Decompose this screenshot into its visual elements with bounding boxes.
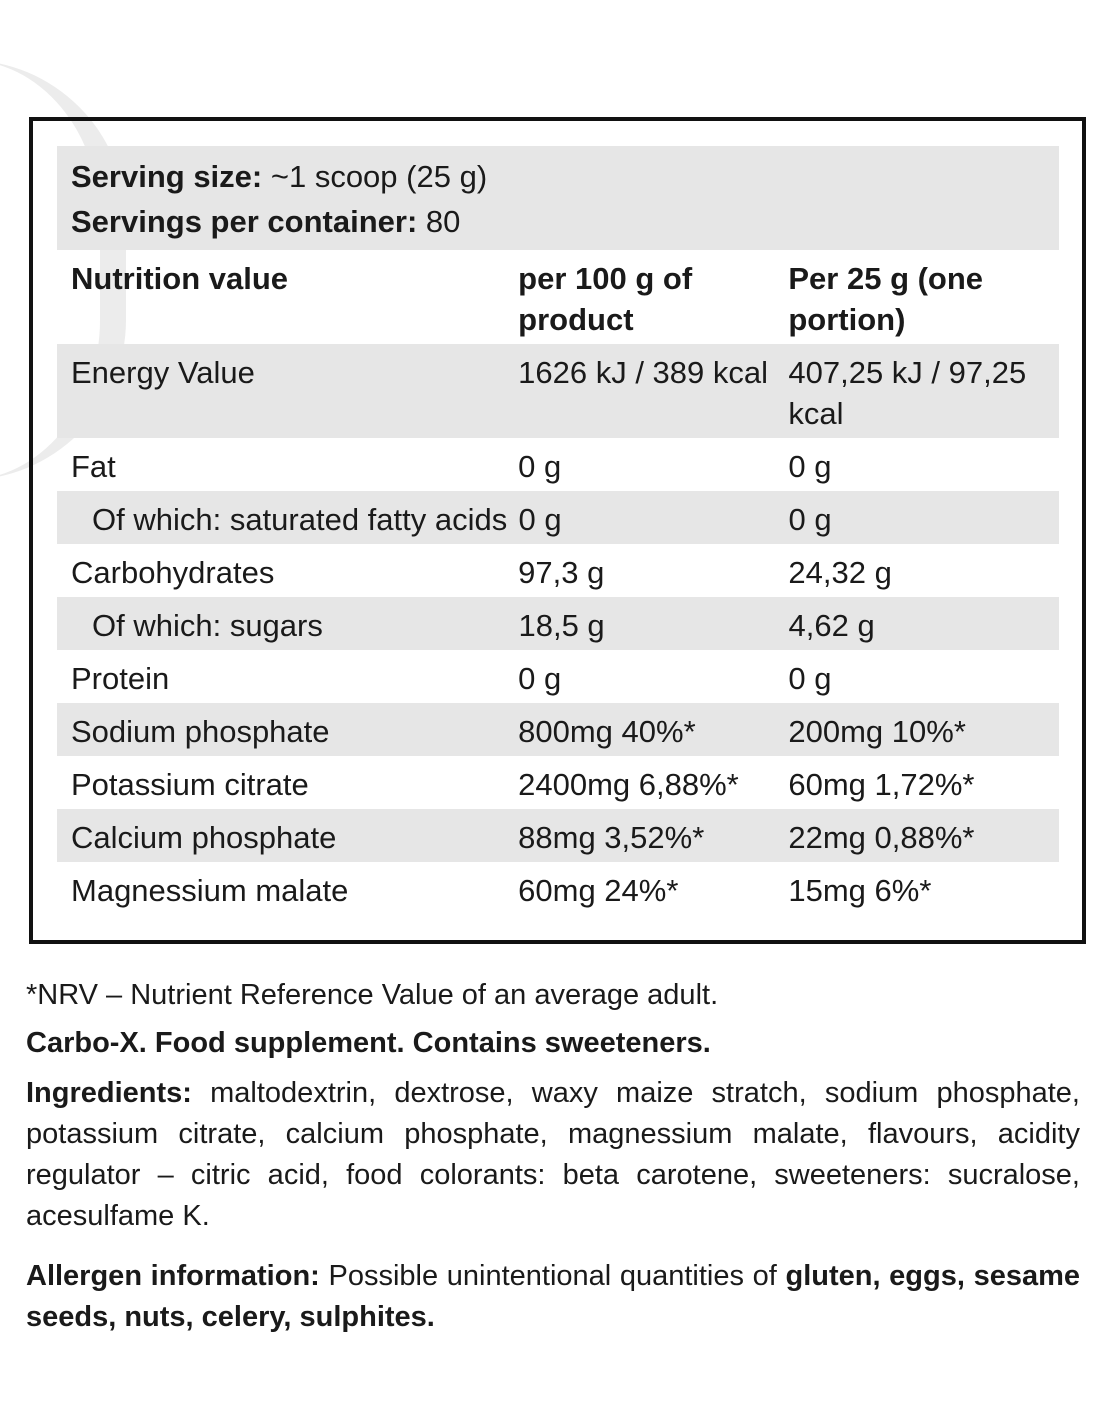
serving-info — [57, 146, 1059, 250]
allergen-paragraph — [26, 1256, 1080, 1338]
table-row: Carbohydrates 97,3 g 24,32 g — [71, 555, 892, 590]
table-row: Potassium citrate 2400mg 6,88%* 60mg 1,72%* — [71, 767, 975, 802]
header-nutrition-value: Nutrition value — [71, 261, 289, 296]
table-row: Calcium phosphate 88mg 3,52%* 22mg 0,88%* — [57, 809, 1059, 862]
table-row: Energy Value 1626 kJ / 389 kcal 407,25 kJ / 97,25 kcal — [57, 344, 1059, 438]
nrv-note: *NRV – Nutrient Reference Value of an average adult. — [26, 979, 719, 1011]
nutrition-facts-panel — [29, 117, 1086, 944]
table-row: Of which: saturated fatty acids 0 g 0 g — [57, 491, 1059, 544]
nutrition-table — [57, 146, 1059, 915]
allergen-label: Allergen information: — [26, 1260, 320, 1292]
serving-size-line: Serving size: ~1 scoop (25 g) — [71, 159, 488, 194]
allergen-text: Possible unintentional quantities of — [319, 1260, 786, 1292]
allergen-list: gluten, eggs, sesame seeds, nuts, celery, sulphites. — [26, 1260, 1080, 1333]
table-row: Magnessium malate 60mg 24%* 15mg 6%* — [71, 873, 932, 908]
table-row: Fat 0 g 0 g — [71, 449, 832, 484]
header-per-100g: per 100 g of product — [518, 261, 693, 337]
ingredients-text: maltodextrin, dextrose, waxy maize stratch, sodium phosphate, potassium citrate, calcium phosphate, magnessium malate, flavours, acidity regulator – citric acid, food colorants: beta carotene, sweeteners: sucralose, acesulfame K. — [26, 1077, 1080, 1232]
header-per-portion: Per 25 g (one portion) — [788, 261, 984, 337]
servings-per-container-line: Servings per container: 80 — [71, 204, 461, 239]
ingredients-label: Ingredients: — [26, 1077, 192, 1109]
product-line: Carbo-X. Food supplement. Contains sweeteners. — [26, 1027, 711, 1059]
table-row: Of which: sugars 18,5 g 4,62 g — [57, 597, 1059, 650]
table-row: Protein 0 g 0 g — [71, 661, 832, 696]
table-header-row — [57, 250, 1059, 344]
table-row: Sodium phosphate 800mg 40%* 200mg 10%* — [57, 703, 1059, 756]
ingredients-paragraph — [26, 1073, 1080, 1237]
